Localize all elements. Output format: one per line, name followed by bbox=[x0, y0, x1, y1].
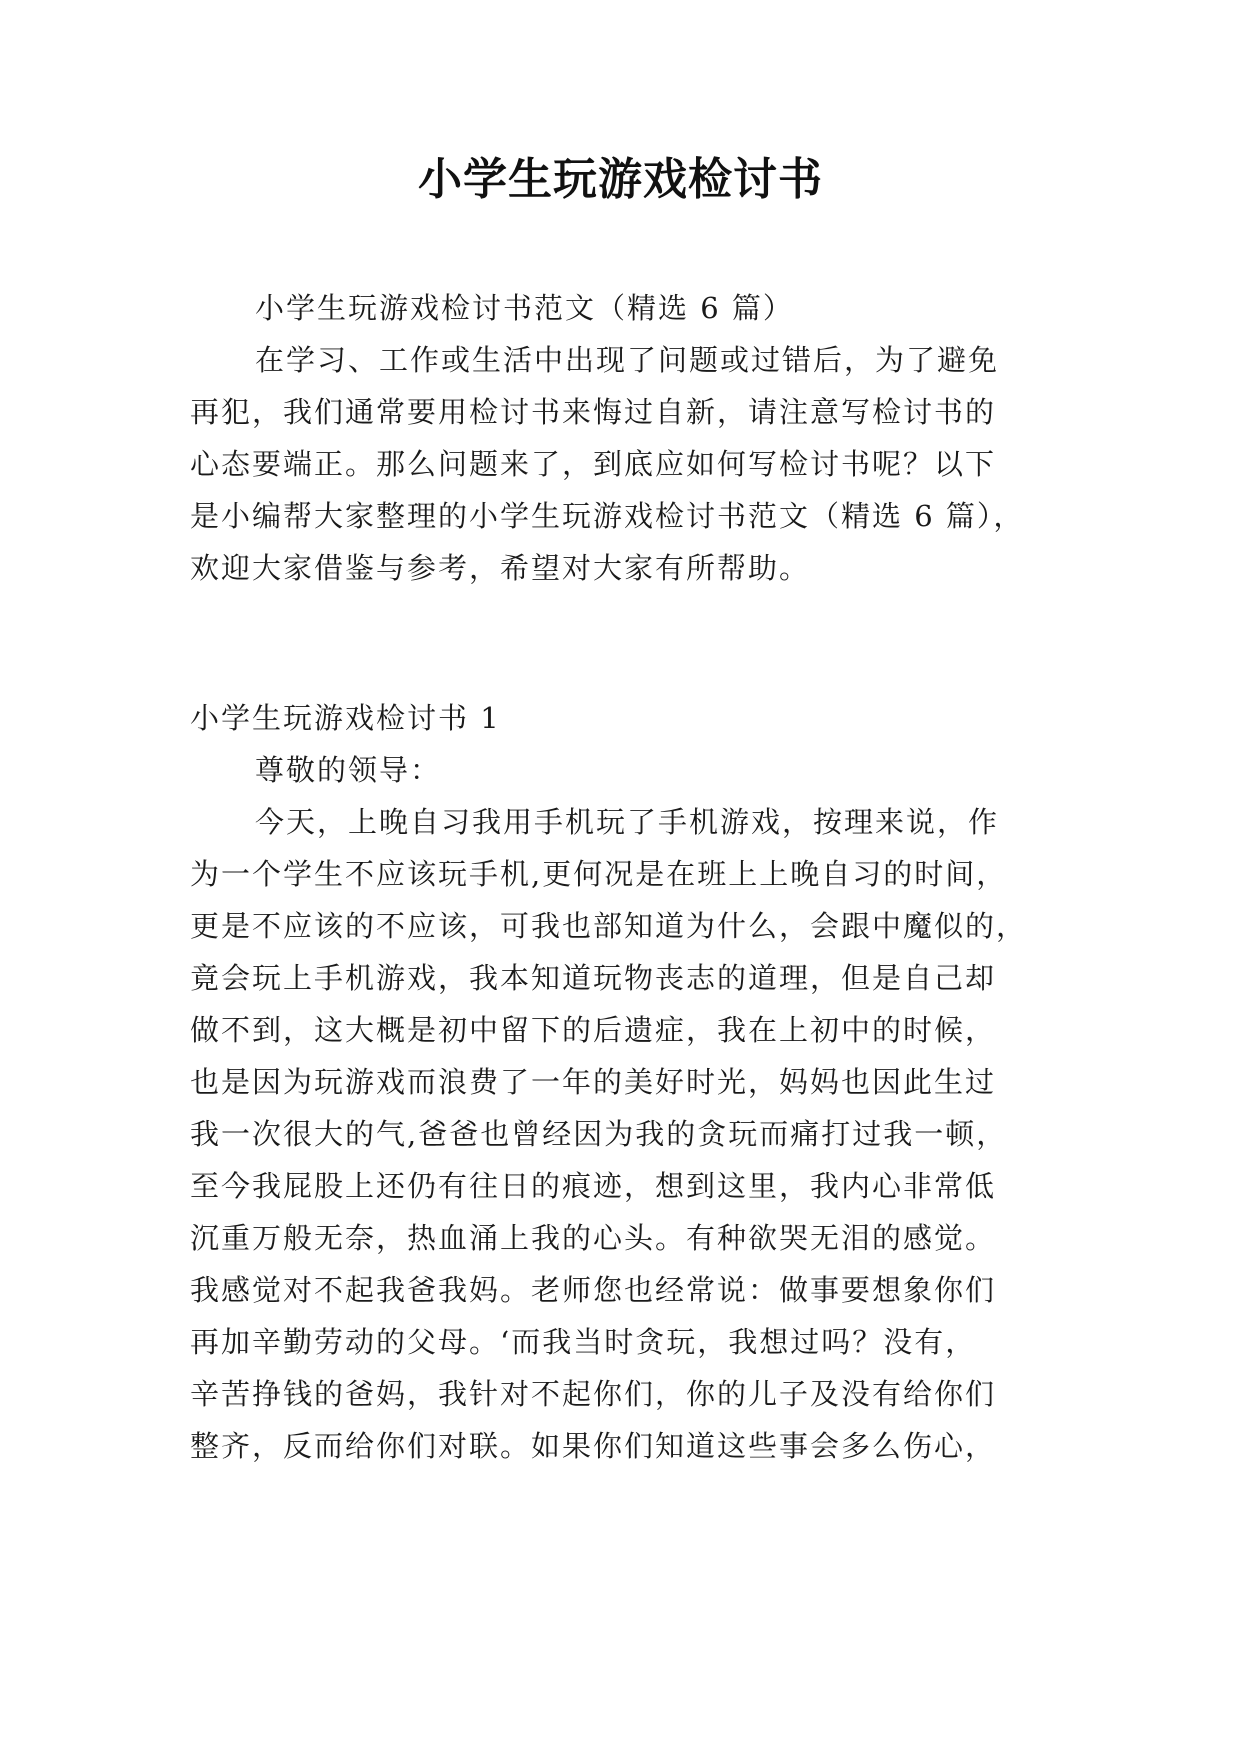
body-line: 更是不应该的不应该，可我也部知道为什么，会跟中魔似的， bbox=[190, 909, 1028, 943]
document-title: 小学生玩游戏检讨书 bbox=[418, 154, 823, 205]
body-line: 辛苦挣钱的爸妈，我针对不起你们，你的儿子及没有给你们 bbox=[190, 1377, 997, 1411]
body-line: 至今我屁股上还仍有往日的痕迹，想到这里，我内心非常低 bbox=[190, 1169, 997, 1203]
body-line: 竟会玩上手机游戏，我本知道玩物丧志的道理，但是自己却 bbox=[190, 961, 997, 995]
intro-line: 在学习、工作或生活中出现了问题或过错后，为了避免 bbox=[255, 343, 1000, 377]
salutation: 尊敬的领导： bbox=[255, 753, 442, 787]
body-line: 我感觉对不起我爸我妈。老师您也经常说：做事要想象你们 bbox=[190, 1273, 997, 1307]
intro-line: 心态要端正。那么问题来了，到底应如何写检讨书呢？以下 bbox=[190, 447, 997, 481]
intro-line: 再犯，我们通常要用检讨书来悔过自新，请注意写检讨书的 bbox=[190, 395, 997, 429]
body-line: 整齐，反而给你们对联。如果你们知道这些事会多么伤心， bbox=[190, 1429, 997, 1463]
body-line: 为一个学生不应该玩手机,更何况是在班上上晚自习的时间， bbox=[190, 857, 1008, 891]
body-line: 也是因为玩游戏而浪费了一年的美好时光，妈妈也因此生过 bbox=[190, 1065, 997, 1099]
body-line: 今天，上晚自习我用手机玩了手机游戏，按理来说，作 bbox=[255, 805, 1000, 839]
body-line: 沉重万般无奈，热血涌上我的心头。有种欲哭无泪的感觉。 bbox=[190, 1221, 997, 1255]
document-subtitle: 小学生玩游戏检讨书范文（精选 6 篇） bbox=[255, 291, 794, 325]
intro-line: 是小编帮大家整理的小学生玩游戏检讨书范文（精选 6 篇）， bbox=[190, 499, 1025, 533]
intro-line: 欢迎大家借鉴与参考，希望对大家有所帮助。 bbox=[190, 551, 811, 585]
body-line: 我一次很大的气,爸爸也曾经因为我的贪玩而痛打过我一顿， bbox=[190, 1117, 1008, 1151]
section-heading: 小学生玩游戏检讨书 1 bbox=[190, 701, 501, 735]
body-line: 做不到，这大概是初中留下的后遗症，我在上初中的时候， bbox=[190, 1013, 997, 1047]
body-line: 再加辛勤劳动的父母。‘而我当时贪玩，我想过吗？没有， bbox=[190, 1325, 977, 1359]
